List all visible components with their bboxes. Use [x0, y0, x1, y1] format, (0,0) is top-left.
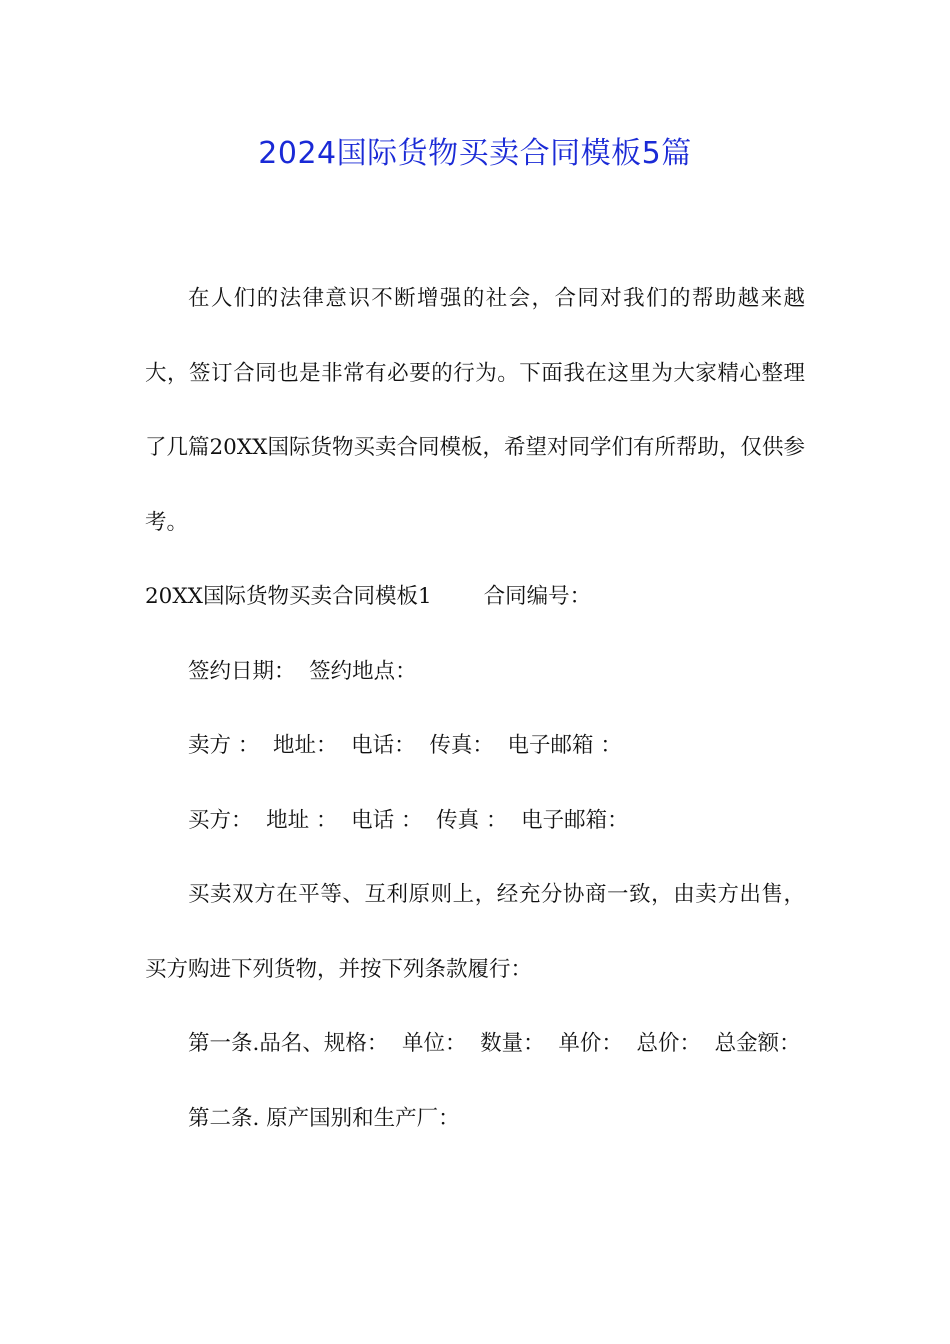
article-1: 第一条.品名、规格： 单位： 数量： 单价： 总价： 总金额： — [188, 1031, 801, 1056]
intro-paragraph: 在人们的法律意识不断增强的社会，合同对我们的帮助越来越大，签订合同也是非常有必要的行为。下面我在这里为大家精心整理了几篇20XX国际货物买卖合同模板，希望对同学们有所帮助，仅供参考。 — [145, 286, 805, 535]
contract-number-label: 合同编号： — [483, 584, 592, 609]
section-heading: 20XX国际货物买卖合同模板1 — [145, 584, 432, 609]
seller-info-line: 卖方 ： 地址： 电话： 传真： 电子邮箱 ： — [188, 733, 622, 758]
section-heading-line — [145, 560, 805, 635]
article-2: 第二条. 原产国别和生产厂： — [188, 1105, 460, 1131]
agreement-paragraph: 买卖双方在平等、互利原则上，经充分协商一致，由卖方出售，买方购进下列货物，并按下列条款履行： — [145, 882, 805, 982]
document-title: 2024国际货物买卖合同模板5篇 — [258, 136, 692, 171]
buyer-info-line: 买方： 地址 ： 电话 ： 传真 ： 电子邮箱： — [188, 807, 629, 833]
document-body — [145, 262, 805, 1156]
sign-info-line: 签约日期： 签约地点： — [188, 658, 417, 684]
